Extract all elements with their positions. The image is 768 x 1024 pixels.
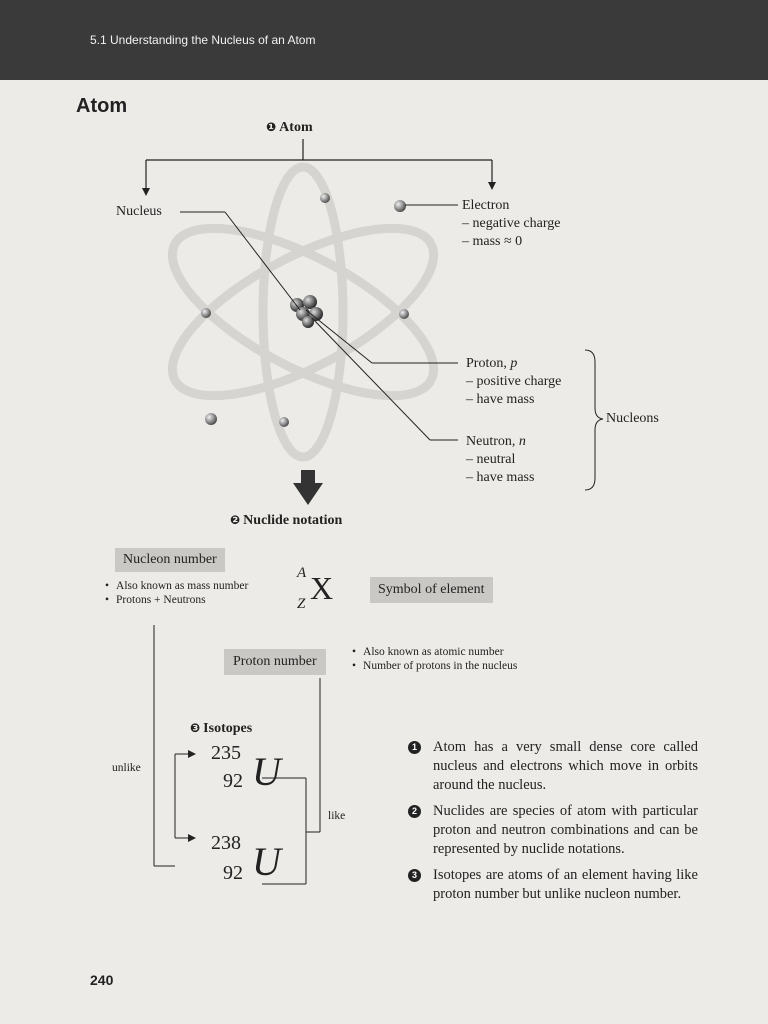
notation-A: A xyxy=(297,565,307,581)
u235-symbol: U xyxy=(252,749,281,794)
electron-dot xyxy=(399,309,409,319)
nuclide-section-title: ❷ Nuclide notation xyxy=(230,513,343,528)
page-number: 240 xyxy=(90,972,114,988)
proton-bullet: • Number of protons in the nucleus xyxy=(352,659,592,673)
atom-section-title: ❶ Atom xyxy=(266,120,313,135)
nucleons-brace xyxy=(585,350,603,490)
nucleons-label: Nucleons xyxy=(606,411,659,426)
nucleus-cluster xyxy=(290,295,323,328)
u238-atomic: 92 xyxy=(223,862,243,884)
electron-dot xyxy=(279,417,289,427)
neutron-label: Neutron, n – neutral – have mass xyxy=(466,434,535,485)
explanation-list xyxy=(408,738,698,911)
proton-bullet: • Also known as atomic number xyxy=(352,645,592,659)
u238-symbol: U xyxy=(252,839,281,884)
section-title: 5.1 Understanding the Nucleus of an Atom xyxy=(90,33,316,47)
electron-dot xyxy=(320,193,330,203)
explanation-item: 3 Isotopes are atoms of an element having like proton number but unlike nucleon number. xyxy=(408,866,698,904)
page-heading: Atom xyxy=(76,95,128,117)
nucleon-bullet: • Protons + Neutrons xyxy=(105,593,265,607)
notation-Z: Z xyxy=(297,596,306,612)
u235-mass: 235 xyxy=(211,742,241,764)
symbol-of-element-box: Symbol of element xyxy=(370,577,493,603)
explanation-item: 1 Atom has a very small dense core called nucleus and electrons which move in orbits around the nucleus. xyxy=(408,738,698,795)
nucleus-label: Nucleus xyxy=(116,204,162,219)
nucleon-bullets xyxy=(105,579,265,607)
isotopes-section-title: ❸ Isotopes xyxy=(190,721,253,736)
notation-X: X xyxy=(310,570,334,606)
nucleon-number-box: Nucleon number xyxy=(115,548,225,572)
u235-atomic: 92 xyxy=(223,770,243,792)
u238-mass: 238 xyxy=(211,832,241,854)
nucleon-bullet: • Also known as mass number xyxy=(105,579,265,593)
proton-label: Proton, p – positive charge – have mass xyxy=(466,356,562,407)
explanation-item: 2 Nuclides are species of atom with particular proton and neutron combinations and can be represented by nuclide notations. xyxy=(408,802,698,859)
proton-number-box: Proton number xyxy=(224,649,326,675)
proton-bullets xyxy=(352,645,592,673)
like-label: like xyxy=(328,810,346,822)
electron-label: Electron – negative charge – mass ≈ 0 xyxy=(462,198,561,249)
electron-dot xyxy=(205,413,217,425)
electron-dot xyxy=(201,308,211,318)
down-arrow-icon xyxy=(293,470,323,505)
electron-dot xyxy=(394,200,406,212)
unlike-label: unlike xyxy=(112,762,141,774)
